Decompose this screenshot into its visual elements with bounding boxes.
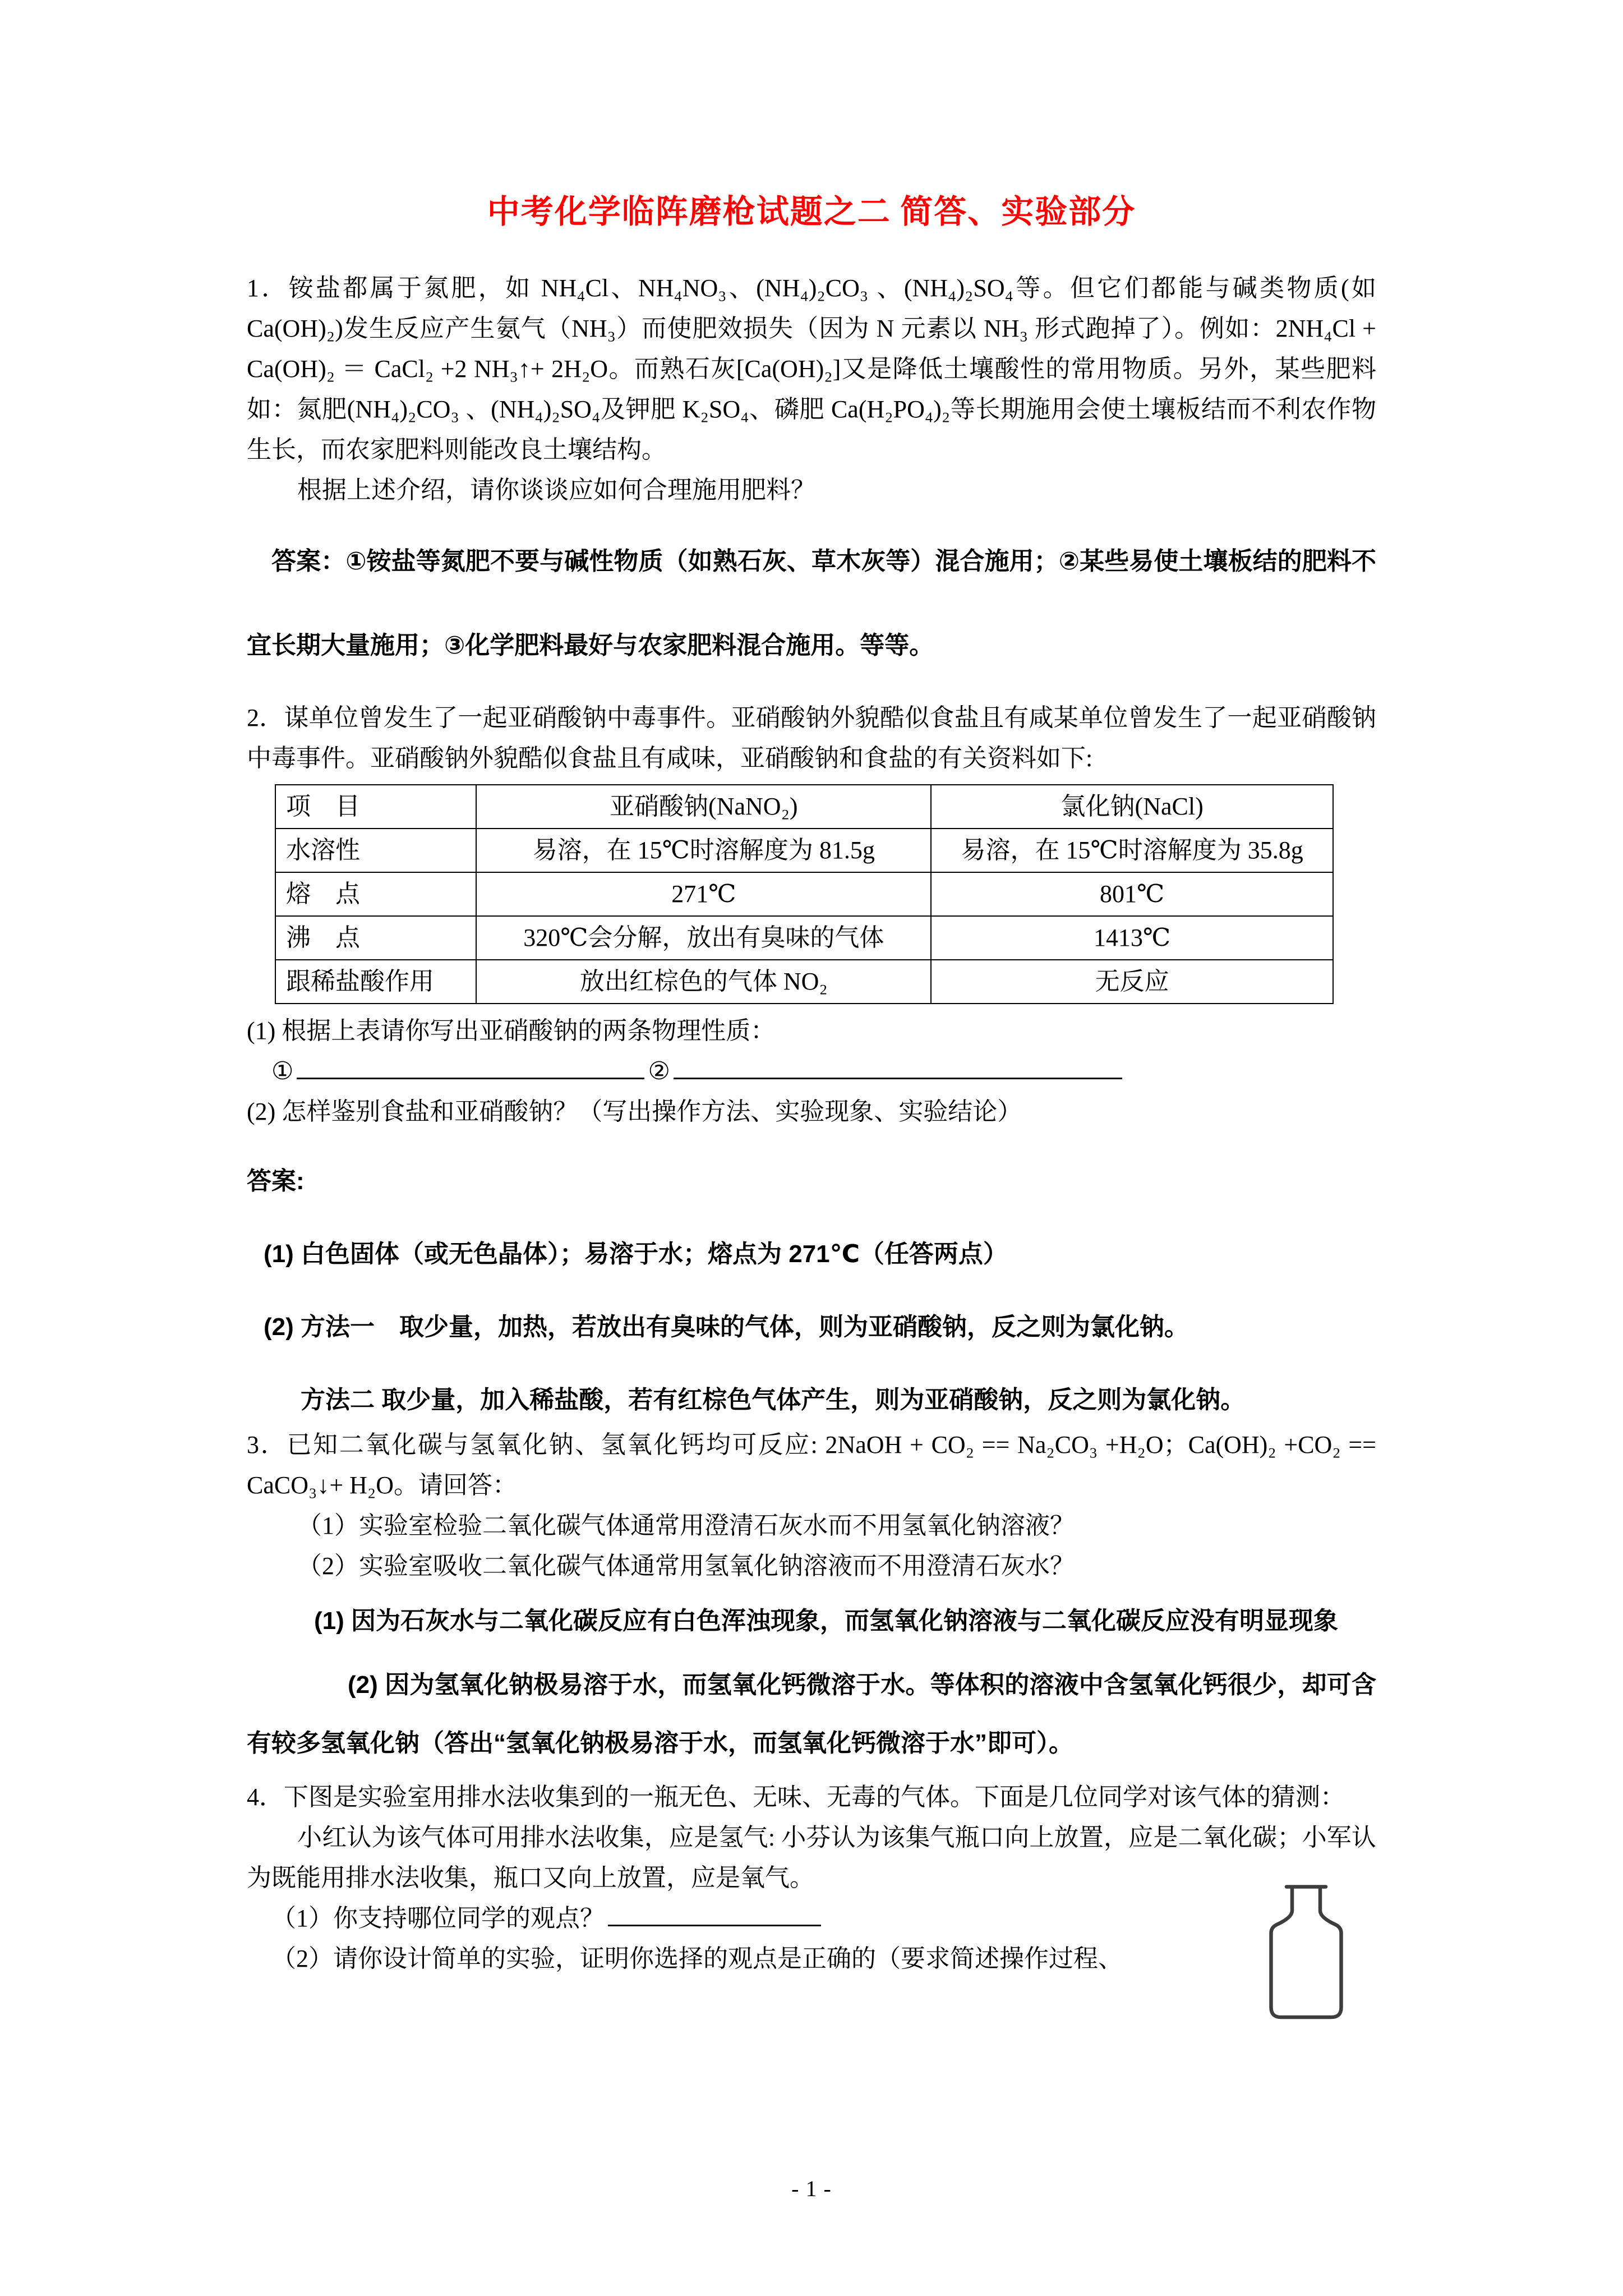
table-cell: 易溶，在 15℃时溶解度为 81.5g xyxy=(476,829,931,872)
q3-text: 3．已知二氧化碳与氢氧化钠、氢氧化钙均可反应: 2NaOH + CO₂ == Na₂CO₃ +H₂O；Ca(OH)₂ +CO₂ == CaCO₃↓+ H₂O。请回答： xyxy=(247,1431,1376,1499)
table-row xyxy=(275,960,1333,1004)
table-cell: 沸 点 xyxy=(275,916,476,960)
table-header-nacl: 氯化钠(NaCl) xyxy=(931,785,1333,829)
q4-text: 4．下图是实验室用排水法收集到的一瓶无色、无味、无毒的气体。下面是几位同学对该气体的猜测： xyxy=(247,1783,1345,1811)
q4-para2: 小红认为该气体可用排水法收集，应是氢气: 小芬认为该集气瓶口向上放置，应是二氧化碳；小军认为既能用排水法收集，瓶口又向上放置，应是氧气。 xyxy=(247,1824,1376,1892)
q2-answer-3: 方法二 取少量，加入稀盐酸，若有红棕色气体产生，则为亚硝酸钠，反之则为氯化钠。 xyxy=(301,1386,1246,1414)
table-header-item: 项 目 xyxy=(275,785,476,829)
q2-intro: 2．谋单位曾发生了一起亚硝酸钠中毒事件。亚硝酸钠外貌酷似食盐且有咸某单位曾发生了一起亚硝酸钠中毒事件。亚硝酸钠外貌酷似食盐且有咸味，亚硝酸钠和食盐的有关资料如下: xyxy=(247,704,1376,772)
table-row xyxy=(275,829,1333,872)
answer-blank-1 xyxy=(297,1052,644,1079)
q4-sub1 xyxy=(247,1898,1376,1939)
page-number: - 1 - xyxy=(791,2176,832,2201)
q4-sub2: （2）请你设计简单的实验，证明你选择的观点是正确的（要求简述操作过程、 xyxy=(271,1945,1123,1972)
q2-sub2: (2) 怎样鉴别食盐和亚硝酸钠？（写出操作方法、实验现象、实验结论） xyxy=(247,1098,1022,1125)
blank1-label: ① xyxy=(271,1057,294,1085)
table-cell: 1413℃ xyxy=(931,916,1333,960)
question-4 xyxy=(247,1777,1376,1979)
table-header-nano2: 亚硝酸钠(NaNO₂) xyxy=(476,785,931,829)
question-3 xyxy=(247,1425,1376,1773)
answer-blank-2 xyxy=(674,1052,1122,1079)
q4-sub1-text: （1）你支持哪位同学的观点？ xyxy=(271,1904,605,1932)
page-title: 中考化学临阵磨枪试题之二 简答、实验部分 xyxy=(487,194,1136,230)
table-row xyxy=(275,916,1333,960)
q2-blanks-line xyxy=(247,1051,1376,1092)
table-cell: 熔 点 xyxy=(275,872,476,916)
table-cell: 易溶，在 15℃时溶解度为 35.8g xyxy=(931,829,1333,872)
q3-sub2: （2）实验室吸收二氧化碳气体通常用氢氧化钠溶液而不用澄清石灰水？ xyxy=(297,1552,1075,1580)
q2-answer-label: 答案: xyxy=(247,1167,305,1195)
table-cell: 无反应 xyxy=(931,960,1333,1004)
table-cell: 放出红棕色的气体 NO₂ xyxy=(476,960,931,1004)
table-row xyxy=(275,872,1333,916)
q2-answer-2: (2) 方法一 取少量，加热，若放出有臭味的气体，则为亚硝酸钠，反之则为氯化钠。 xyxy=(264,1313,1189,1341)
blank2-label: ② xyxy=(648,1057,670,1085)
properties-table xyxy=(275,784,1334,1004)
q1-answer: 答案：①铵盐等氮肥不要与碱性物质（如熟石灰、草木灰等）混合施用；②某些易使土壤板结的肥料不宜长期大量施用；③化学肥料最好与农家肥料混合施用。等等。 xyxy=(247,547,1376,659)
q2-sub1: (1) 根据上表请你写出亚硝酸钠的两条物理性质： xyxy=(247,1017,776,1045)
table-cell: 320℃会分解，放出有臭味的气体 xyxy=(476,916,931,960)
q1-text: 1．铵盐都属于氮肥，如 NH₄Cl、NH₄NO₃、(NH₄)₂CO₃ 、(NH₄)₂SO₄等。但它们都能与碱类物质(如 Ca(OH)₂)发生反应产生氨气（NH₃）而使肥效损失（因为 N 元素以 NH₃ 形式跑掉了）。例如：2NH₄Cl + Ca(OH)₂ ＝ CaCl₂ +2 NH₃↑+ 2H₂O。而熟石灰[Ca(OH)₂]又是降低土壤酸性的常用物质。另外，某些肥料如：氮肥(NH₄)₂CO₃ 、(NH₄)₂SO₄及钾肥 K₂SO₄、磷肥 Ca(H₂PO₄)₂等长期施用会使土壤板结而不利农作物生长，而农家肥料则能改良土壤结构。 xyxy=(247,274,1376,463)
gas-bottle-icon xyxy=(1258,1883,1354,2023)
table-cell: 水溶性 xyxy=(275,829,476,872)
answer-blank-3 xyxy=(608,1899,821,1926)
table-cell: 801℃ xyxy=(931,872,1333,916)
question-2 xyxy=(247,698,1376,1420)
question-1 xyxy=(247,268,1376,688)
q2-answer-1: (1) 白色固体（或无色晶体）；易溶于水；熔点为 271℃（任答两点） xyxy=(264,1240,1008,1268)
table-header-row xyxy=(275,785,1333,829)
table-cell: 271℃ xyxy=(476,872,931,916)
q1-prompt: 根据上述介绍，请你谈谈应如何合理施用肥料？ xyxy=(297,476,815,504)
q3-answer-1: (1) 因为石灰水与二氧化碳反应有白色浑浊现象，而氢氧化钠溶液与二氧化碳反应没有明显现象 xyxy=(314,1607,1338,1635)
table-cell: 跟稀盐酸作用 xyxy=(275,960,476,1004)
q3-sub1: （1）实验室检验二氧化碳气体通常用澄清石灰水而不用氢氧化钠溶液？ xyxy=(297,1512,1075,1539)
q3-answer-2: (2) 因为氢氧化钠极易溶于水，而氢氧化钙微溶于水。等体积的溶液中含氢氧化钙很少，却可含有较多氢氧化钠（答出“氢氧化钠极易溶于水，而氢氧化钙微溶于水”即可）。 xyxy=(247,1671,1376,1757)
